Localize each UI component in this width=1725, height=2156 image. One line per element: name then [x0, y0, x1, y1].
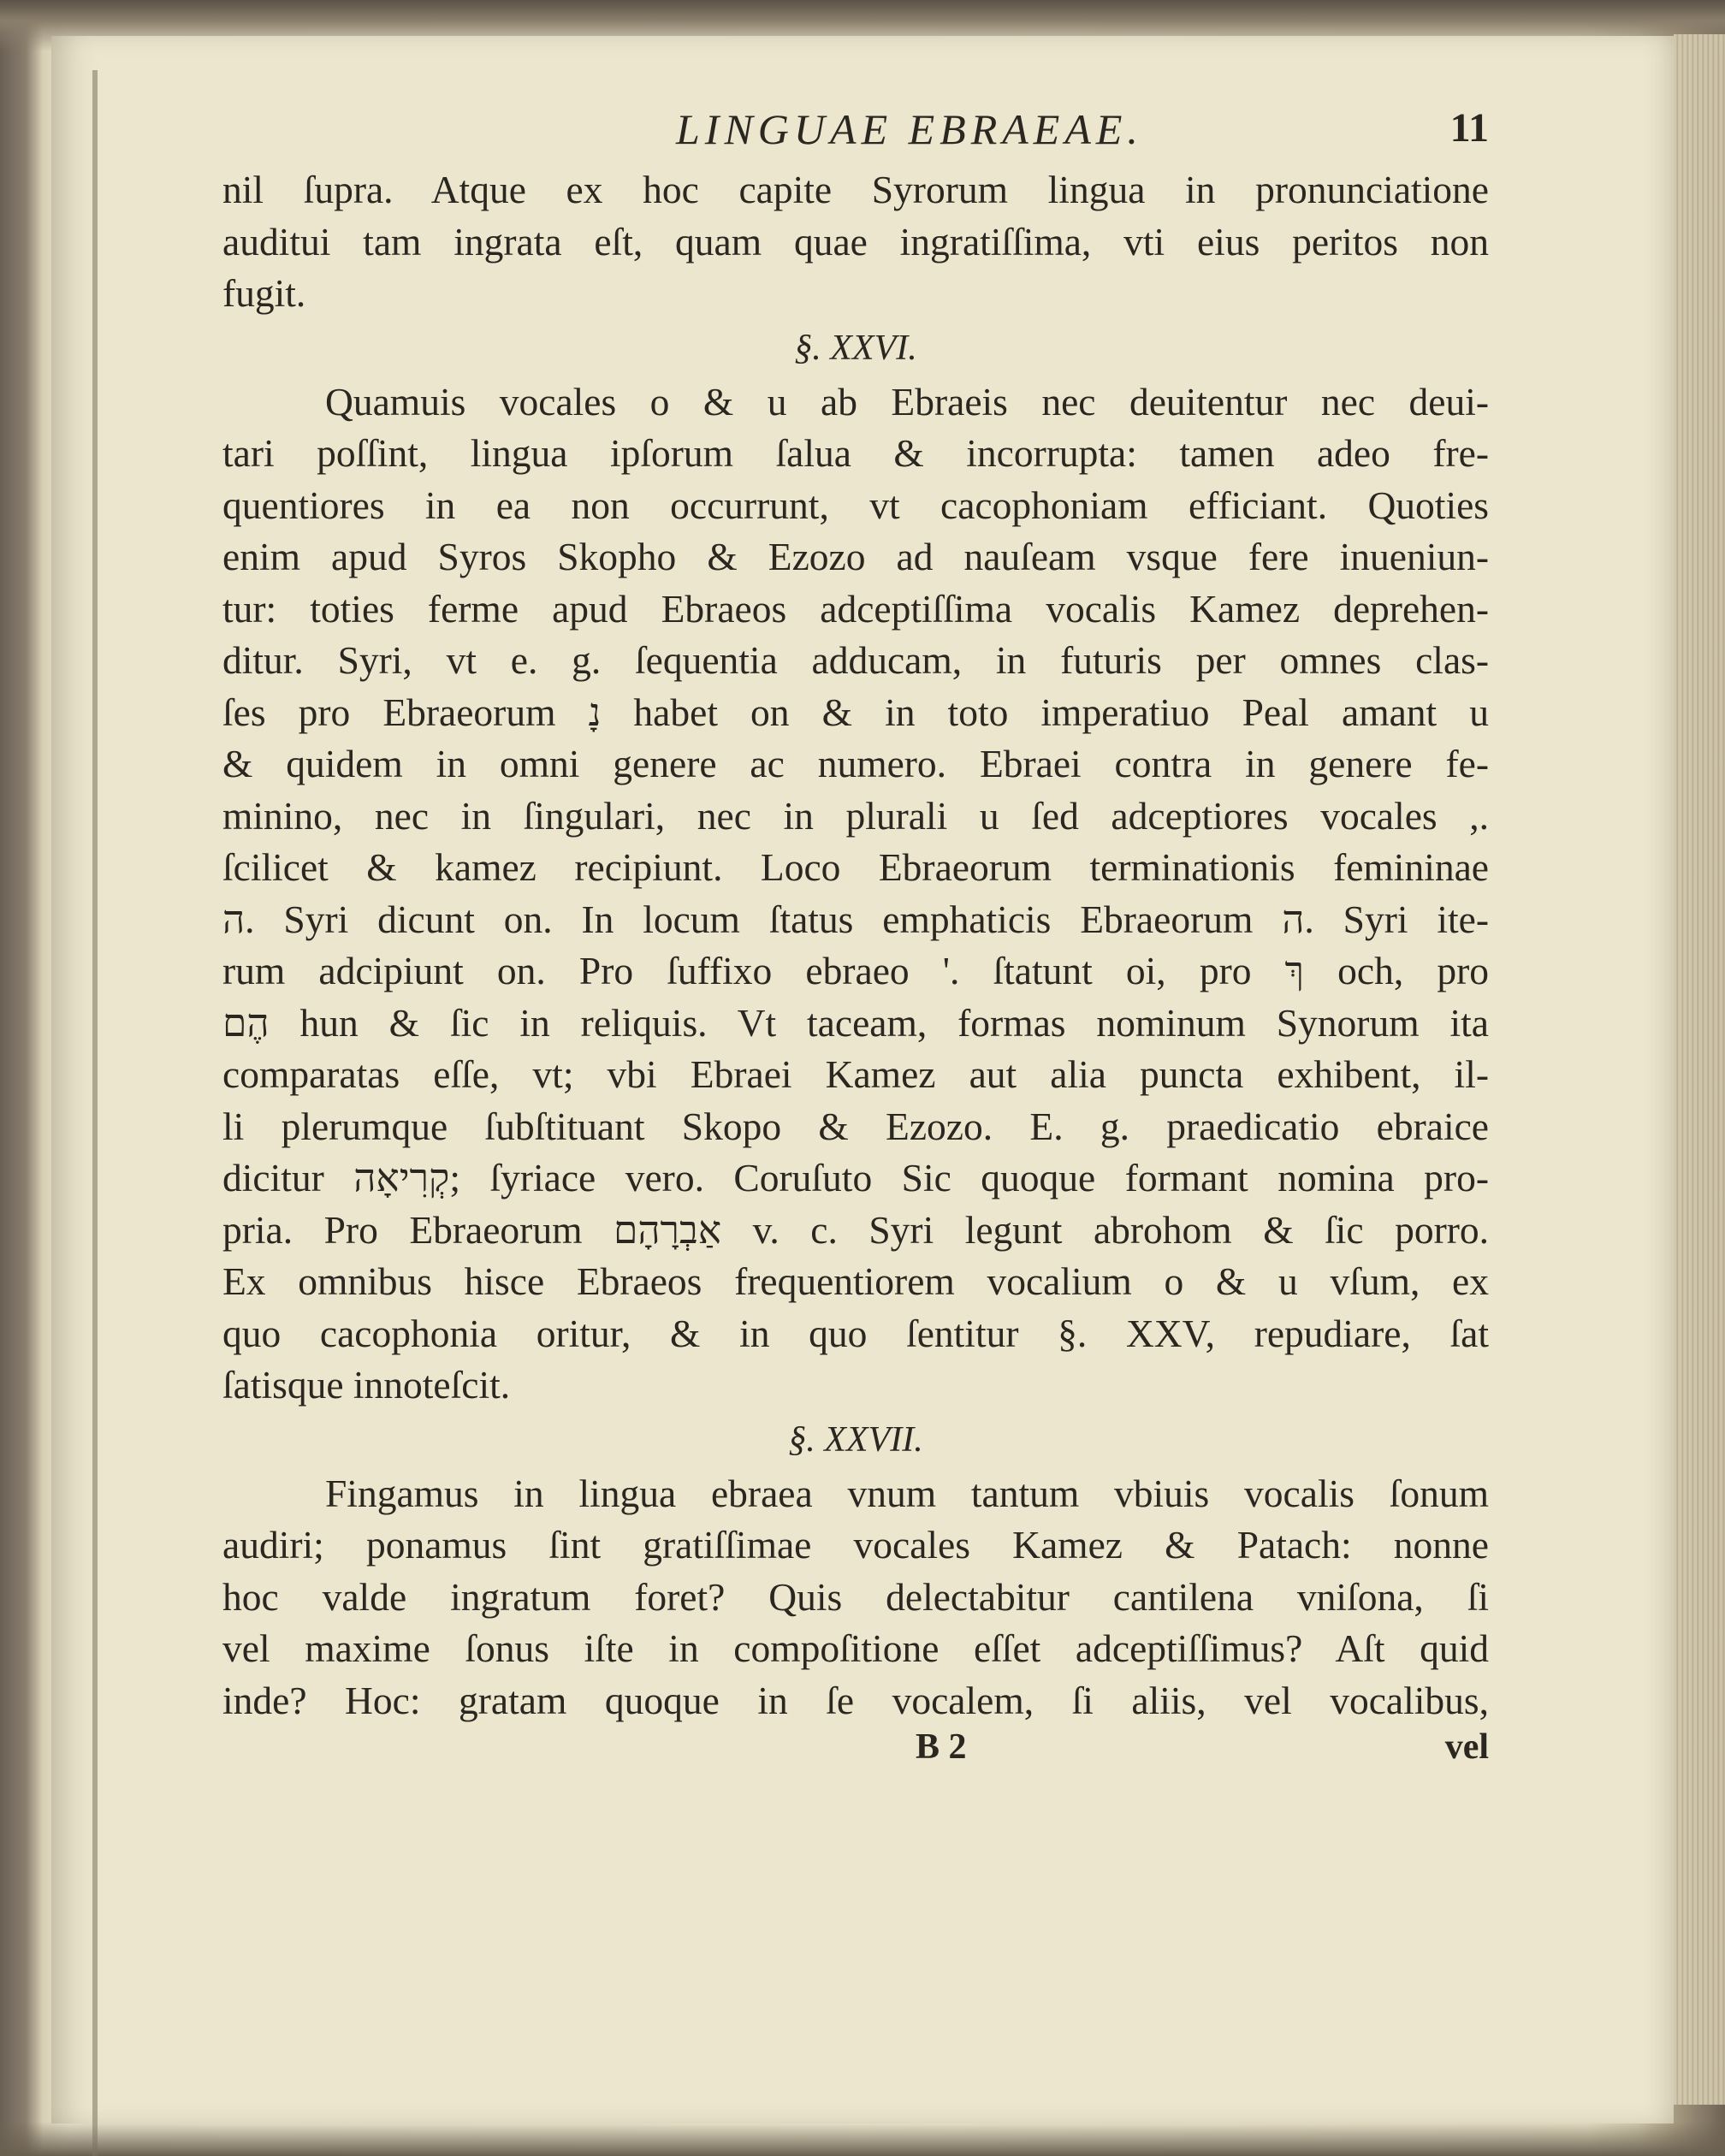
text-line: minino, nec in ſingulari, nec in plurali u ſed adceptiores vocales ,.: [222, 793, 1489, 838]
text-line: ה. Syri dicunt on. In locum ſtatus emphaticis Ebraeorum ה. Syri ite-: [222, 897, 1489, 941]
text-line: הֶם hun & ſic in reliquis. Vt taceam, formas nominum Synorum ita: [222, 1000, 1489, 1045]
text-line: pria. Pro Ebraeorum אַבְרָהָם v. c. Syri legunt abrohom & ſic porro.: [222, 1207, 1489, 1252]
catchword: vel: [1444, 1727, 1489, 1767]
text-line: comparatas eſſe, vt; vbi Ebraei Kamez aut alia puncta exhibent, il-: [222, 1052, 1489, 1096]
text-line: auditui tam ingrata eſt, quam quae ingratiſſima, vti eius peritos non: [222, 219, 1489, 264]
text-line: tur: toties ferme apud Ebraeos adceptiſſima vocalis Kamez deprehen-: [222, 586, 1489, 631]
paragraph-1: [222, 164, 1489, 320]
text-line: hoc valde ingratum foret? Quis delectabitur cantilena vniſona, ſi: [222, 1574, 1489, 1619]
text-line: quo cacophonia oritur, & in quo ſentitur §. XXV, repudiare, ſat: [222, 1311, 1489, 1355]
paragraph-3: [222, 1468, 1489, 1727]
text-line: dicitur קְרִיאָה; ſyriace vero. Coruſuto Sic quoque formant nomina pro-: [222, 1156, 1489, 1199]
page-footer: [222, 1727, 1489, 1778]
page-fore-edge: [1674, 34, 1725, 2105]
text-block: [222, 87, 1489, 1778]
running-head: [222, 87, 1489, 164]
text-line: Ex omnibus hisce Ebraeos frequentiorem vocalium o & u vſum, ex: [222, 1259, 1489, 1303]
text-line: fugit.: [222, 271, 306, 315]
text-line: audiri; ponamus ſint gratiſſimae vocales Kamez & Patach: nonne: [222, 1523, 1489, 1567]
text-line: Fingamus in lingua ebraea vnum tantum vbiuis vocalis ſonum: [325, 1471, 1489, 1515]
book-bottom-edge: [0, 2122, 1725, 2156]
page-number: 11: [1449, 105, 1489, 151]
text-line: li plerumque ſubſtituant Skopo & Ezozo. E. g. praedicatio ebraice: [222, 1104, 1489, 1148]
text-line: ſes pro Ebraeorum נָ habet on & in toto imperatiuo Peal amant u: [222, 690, 1490, 734]
text-line: quentiores in ea non occurrunt, vt cacophoniam efficiant. Quoties: [222, 483, 1489, 527]
book-page: [51, 36, 1674, 2123]
text-line: inde? Hoc: gratam quoque in ſe vocalem, ſi aliis, vel vocalibus,: [222, 1678, 1489, 1722]
text-line: ſatisque innoteſcit.: [222, 1363, 511, 1407]
gutter-shadow: [92, 70, 98, 2156]
text-line: Quamuis vocales o & u ab Ebraeis nec deuitentur nec deui-: [325, 379, 1489, 424]
text-line: enim apud Syros Skopho & Ezozo ad nauſeam vsque fere inueniun-: [222, 535, 1489, 578]
signature-mark: B 2: [916, 1727, 967, 1767]
text-line: ſcilicet & kamez recipiunt. Loco Ebraeorum terminationis femininae: [222, 845, 1489, 889]
text-line: & quidem in omni genere ac numero. Ebraei contra in genere fe-: [222, 742, 1489, 785]
section-heading-xxvii: §. XXVII.: [788, 1419, 923, 1460]
running-title: LINGUAE EBRAEAE.: [676, 105, 1143, 153]
text-line: ditur. Syri, vt e. g. ſequentia adducam, in futuris per omnes clas-: [222, 638, 1489, 682]
text-line: rum adcipiunt on. Pro ſuffixo ebraeo '. ſtatunt oi, pro ךְ och, pro: [222, 949, 1489, 992]
text-line: nil ſupra. Atque ex hoc capite Syrorum lingua in pronunciatione: [222, 168, 1489, 211]
text-line: vel maxime ſonus iſte in compoſitione eſſet adceptiſſimus? Aſt quid: [222, 1626, 1489, 1670]
paragraph-2: [222, 376, 1489, 1412]
section-heading-xxvi: §. XXVI.: [794, 328, 917, 368]
text-line: tari poſſint, lingua ipſorum ſalua & incorrupta: tamen adeo fre-: [222, 431, 1489, 475]
